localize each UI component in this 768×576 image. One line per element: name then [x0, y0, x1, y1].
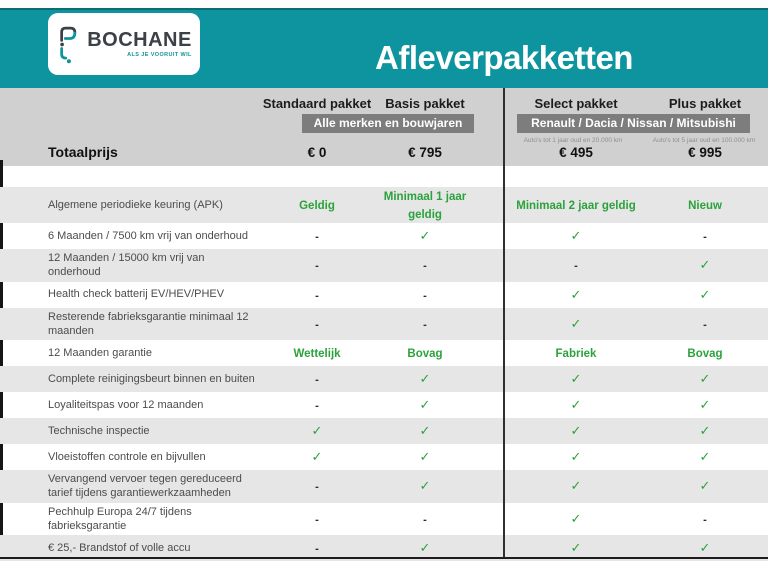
row-label: Vervangend vervoer tegen gereduceerd tarief tijdens garantiewerkzaamheden [48, 473, 242, 500]
row-label: 12 Maanden / 15000 km vrij van onderhoud [48, 252, 205, 279]
check-icon: ✓ [699, 478, 711, 494]
table-row [0, 418, 768, 444]
cell [379, 370, 471, 388]
table-row [0, 282, 768, 308]
check-icon: ✓ [570, 286, 582, 302]
bochane-logo-icon [56, 24, 80, 64]
table-row [0, 503, 768, 536]
dash-icon: - [315, 481, 319, 494]
cell [510, 344, 642, 362]
column-group-divider [503, 88, 505, 559]
row-label: Vloeistoffen controle en bijvullen [48, 451, 206, 464]
value-text: Minimaal 1 jaar geldig [383, 191, 467, 221]
col-standaard-pakket: Standaard pakket [262, 96, 372, 111]
cell [255, 370, 379, 388]
table-row [0, 470, 768, 503]
note-plus-pakket: Auto's tot 5 jaar oud en 100.000 km [652, 137, 756, 144]
dash-icon: - [315, 374, 319, 387]
cell [255, 448, 379, 466]
cell [642, 196, 768, 214]
cell [379, 344, 471, 362]
cell [379, 187, 471, 223]
check-icon: ✓ [570, 511, 582, 527]
dash-icon: - [315, 231, 319, 243]
table-row [0, 308, 768, 341]
cell [510, 196, 642, 214]
check-icon: ✓ [699, 286, 711, 302]
dash-icon: - [315, 514, 319, 527]
dash-icon: - [574, 260, 578, 273]
dash-icon: - [423, 514, 427, 527]
value-text: Bovag [407, 348, 443, 361]
cell [379, 227, 471, 245]
row-label: 6 Maanden / 7500 km vrij van onderhoud [48, 229, 248, 242]
banner-alle-merken: Alle merken en bouwjaren [302, 114, 474, 133]
bochane-logo [48, 13, 200, 75]
check-icon: ✓ [570, 228, 582, 243]
cell [510, 448, 642, 466]
check-icon: ✓ [311, 449, 323, 465]
dash-icon: - [423, 289, 427, 302]
table-row [0, 366, 768, 392]
table-header-block [0, 88, 768, 166]
check-icon: ✓ [570, 315, 582, 331]
cell [379, 448, 471, 466]
total-price-row [0, 140, 768, 164]
cell [642, 396, 768, 414]
check-icon: ✓ [419, 397, 431, 413]
row-label: € 25,- Brandstof of volle accu [48, 542, 191, 555]
package-names-row [0, 96, 768, 111]
total-basis: € 795 [408, 144, 442, 160]
cell [510, 539, 642, 557]
cell [255, 196, 379, 214]
cell [510, 286, 642, 304]
total-price-label: Totaalprijs [48, 144, 118, 160]
cell [255, 315, 379, 333]
dash-icon: - [703, 514, 707, 527]
total-select: € 495 [559, 144, 593, 160]
cell [510, 510, 642, 528]
check-icon: ✓ [699, 397, 711, 413]
cell [255, 256, 379, 274]
cell [379, 422, 471, 440]
dash-icon: - [703, 318, 707, 331]
dash-icon: - [423, 260, 427, 273]
cell [510, 227, 642, 245]
row-label: Technische inspectie [48, 425, 150, 438]
row-label: Health check batterij EV/HEV/PHEV [48, 288, 225, 301]
cell [255, 286, 379, 304]
row-label: 12 Maanden garantie [48, 347, 152, 360]
table-row [0, 444, 768, 470]
cell [642, 256, 768, 274]
check-icon: ✓ [419, 478, 431, 494]
cell [255, 539, 379, 557]
label-column-spacer [0, 96, 255, 111]
cell [255, 477, 379, 495]
check-icon: ✓ [570, 423, 582, 439]
table-row [0, 249, 768, 282]
cell [510, 315, 642, 333]
cell [642, 510, 768, 528]
dash-icon: - [315, 318, 319, 331]
cell [642, 315, 768, 333]
cell [255, 510, 379, 528]
row-label: Loyaliteitspas voor 12 maanden [48, 399, 204, 412]
banner-brands: Renault / Dacia / Nissan / Mitsubishi [517, 114, 750, 133]
col-select-pakket: Select pakket [534, 96, 618, 111]
cell [379, 315, 471, 333]
table-row [0, 223, 768, 249]
dash-icon: - [315, 260, 319, 273]
cell [642, 422, 768, 440]
table-row [0, 187, 768, 223]
note-select-pakket: Auto's tot 1 jaar oud en 20.000 km [523, 137, 623, 144]
cell [379, 477, 471, 495]
cell [379, 256, 471, 274]
logo-text [87, 30, 192, 58]
cell [510, 477, 642, 495]
bottom-border-line [0, 557, 768, 559]
check-icon: ✓ [699, 449, 711, 465]
page-title: Afleverpakketten [375, 39, 633, 76]
check-icon: ✓ [311, 423, 323, 439]
check-icon: ✓ [570, 478, 582, 494]
cell [642, 370, 768, 388]
cell [642, 477, 768, 495]
feature-rows [0, 187, 768, 561]
check-icon: ✓ [419, 449, 431, 465]
row-label: Pechhulp Europa 24/7 tijdens fabrieksgarantie [48, 505, 192, 533]
table-row [0, 340, 768, 366]
check-icon: ✓ [699, 257, 711, 273]
check-icon: ✓ [699, 540, 711, 556]
table-row [0, 392, 768, 418]
cell [510, 256, 642, 274]
top-margin [0, 0, 768, 8]
cell [642, 344, 768, 362]
logo-name: BOCHANE [87, 29, 192, 51]
cell [379, 539, 471, 557]
cell [642, 286, 768, 304]
check-icon: ✓ [419, 228, 431, 243]
row-label: Algemene periodieke keuring (APK) [48, 198, 223, 211]
cell [255, 227, 379, 245]
dash-icon: - [315, 543, 319, 556]
check-icon: ✓ [699, 371, 711, 387]
check-icon: ✓ [419, 371, 431, 387]
check-icon: ✓ [570, 540, 582, 556]
cell [379, 396, 471, 414]
cell [642, 539, 768, 557]
cell [642, 448, 768, 466]
dash-icon: - [703, 231, 707, 243]
value-text: Minimaal 2 jaar geldig [516, 200, 636, 212]
col-plus-pakket: Plus pakket [668, 96, 742, 111]
logo-tagline: ALS JE VOORUIT WIL [127, 52, 192, 58]
total-plus: € 995 [688, 144, 722, 160]
dash-icon: - [315, 289, 319, 302]
cell [510, 370, 642, 388]
dash-icon: - [315, 400, 319, 413]
cell [510, 396, 642, 414]
check-icon: ✓ [570, 371, 582, 387]
value-text: Fabriek [555, 348, 597, 361]
cell [255, 422, 379, 440]
dash-icon: - [423, 318, 427, 331]
check-icon: ✓ [699, 423, 711, 439]
value-text: Bovag [687, 348, 723, 361]
cell [379, 286, 471, 304]
row-label: Complete reinigingsbeurt binnen en buiten [48, 373, 255, 386]
col-basis-pakket: Basis pakket [385, 96, 465, 111]
value-text: Geldig [299, 200, 335, 212]
value-text: Nieuw [688, 200, 722, 212]
check-icon: ✓ [570, 397, 582, 413]
check-icon: ✓ [570, 449, 582, 465]
total-standaard: € 0 [307, 144, 327, 160]
check-icon: ✓ [419, 423, 431, 439]
cell [255, 344, 379, 362]
check-icon: ✓ [419, 540, 431, 556]
cell [510, 422, 642, 440]
cell [255, 396, 379, 414]
cell [379, 510, 471, 528]
value-text: Wettelijk [293, 348, 341, 361]
cell [642, 227, 768, 245]
row-label: Resterende fabrieksgarantie minimaal 12 maanden [48, 310, 249, 337]
